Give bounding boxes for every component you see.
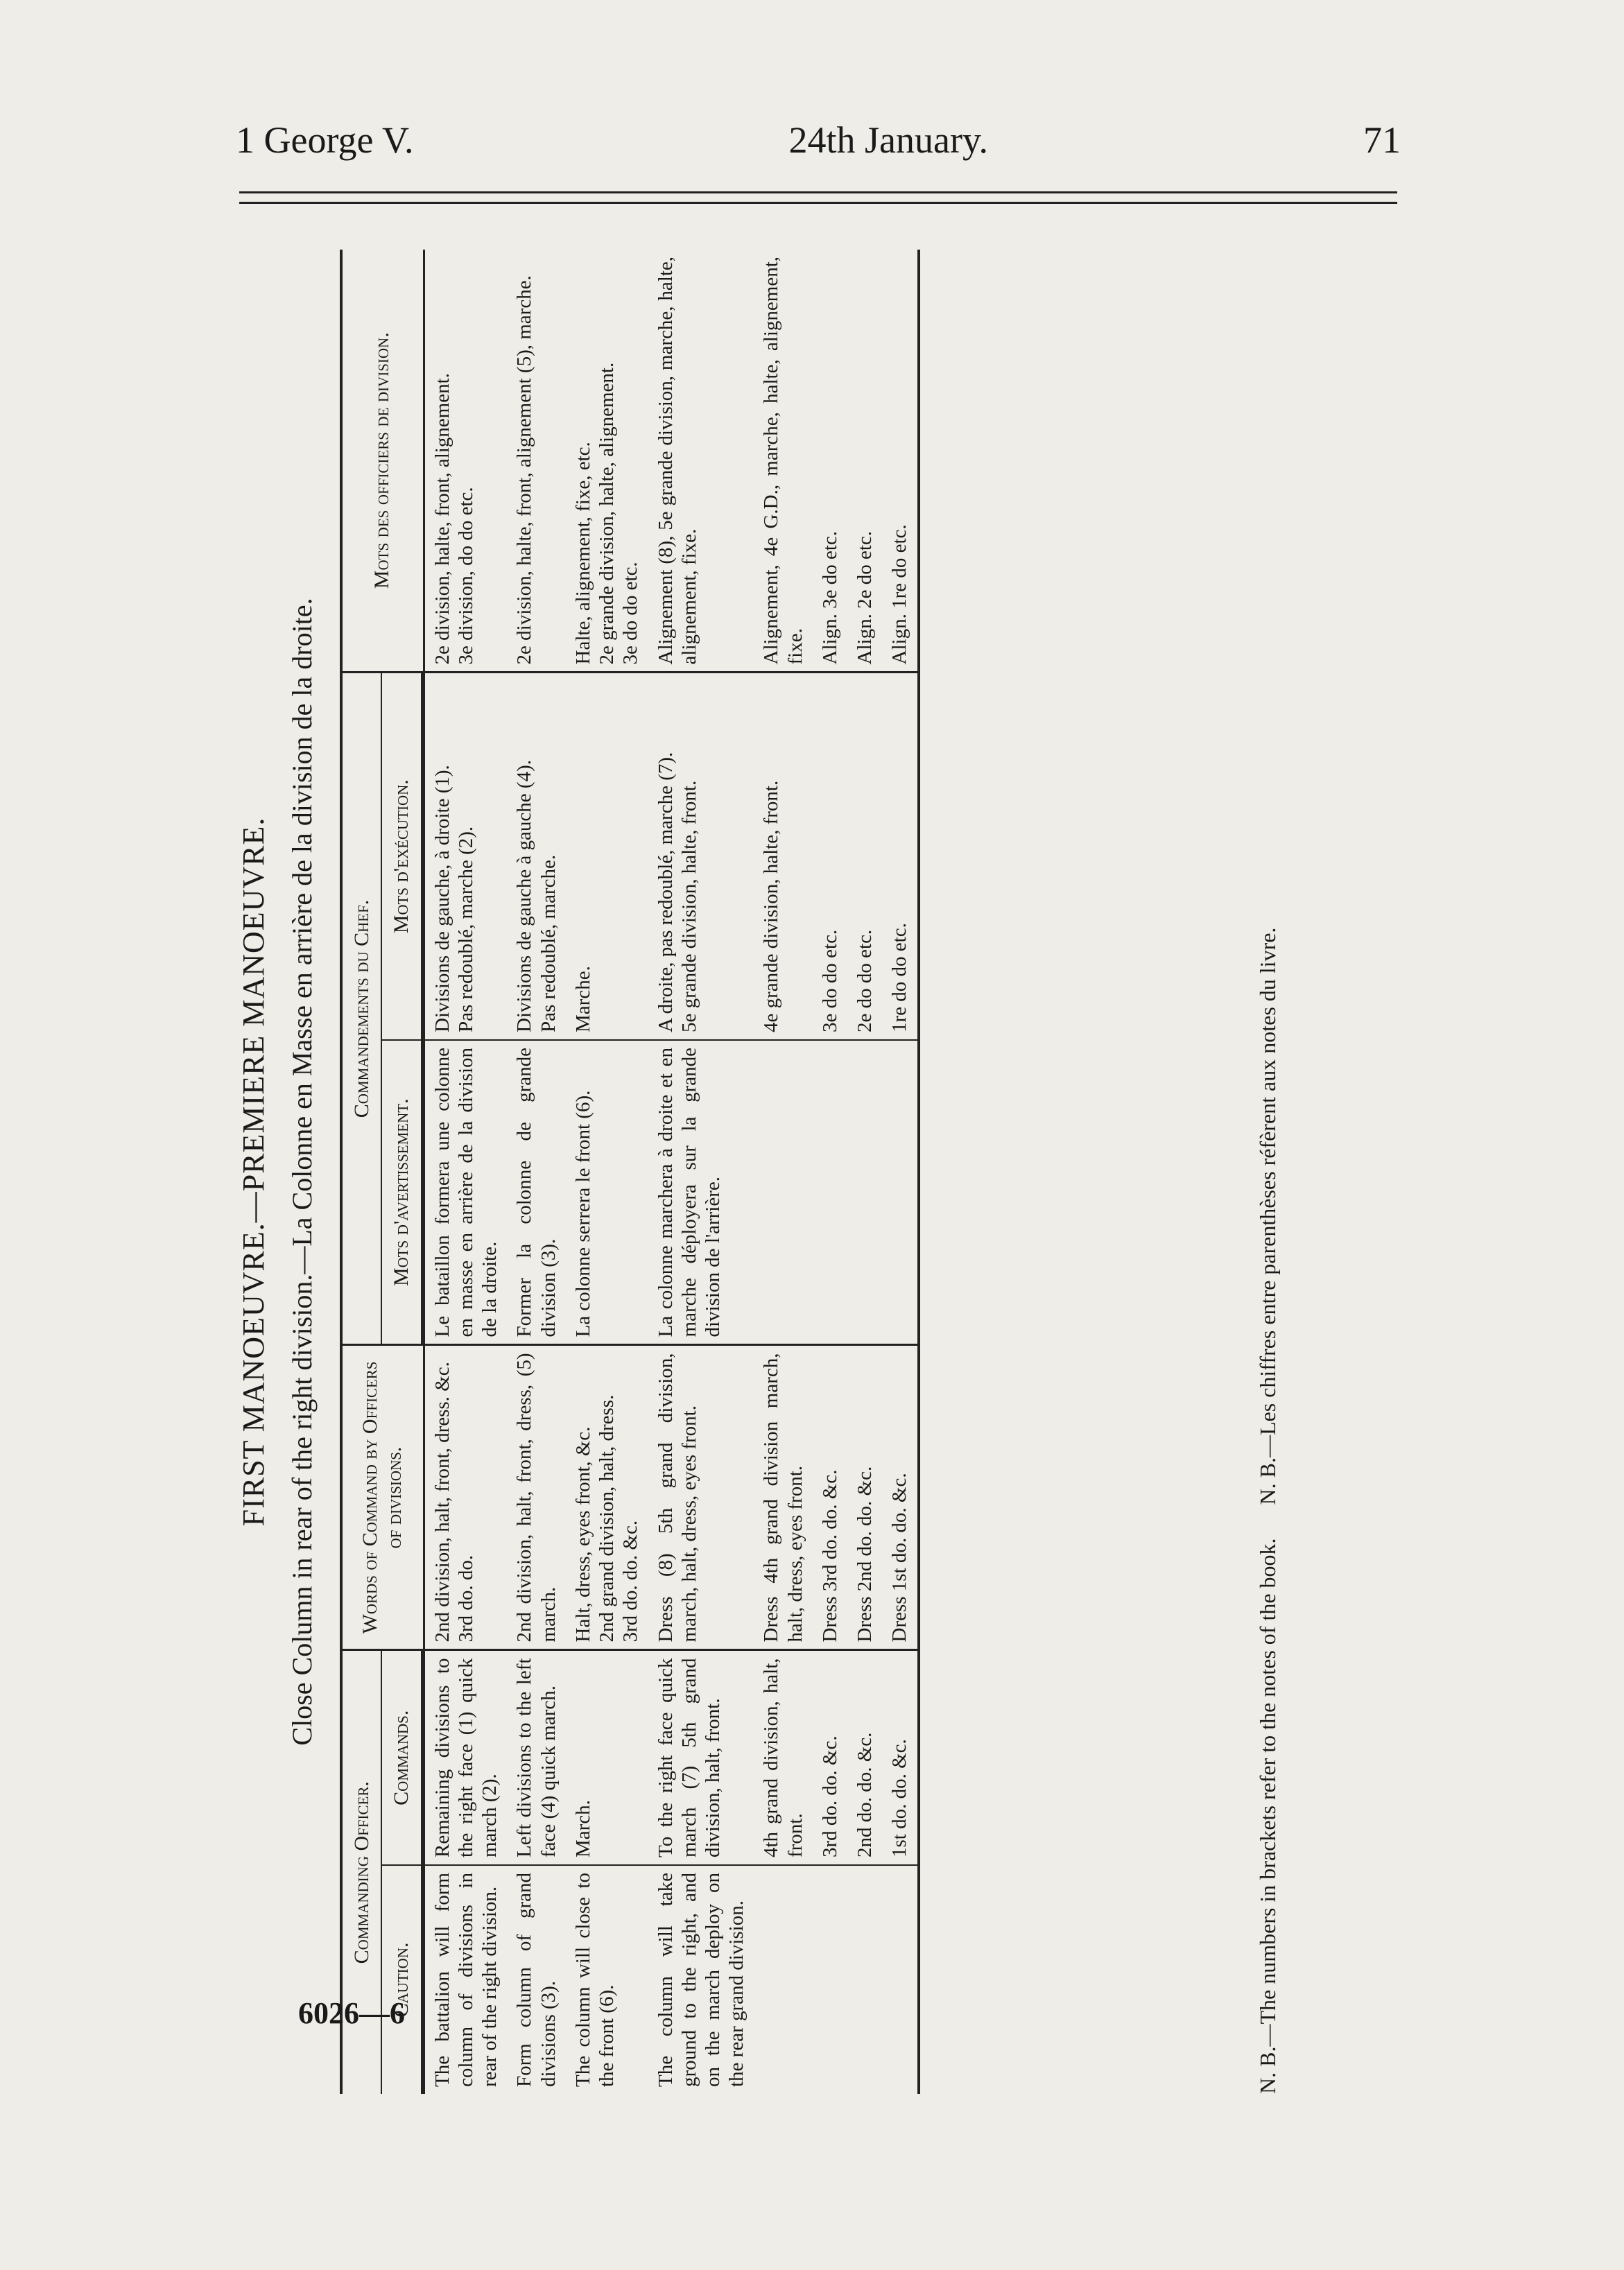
- rotated-table-block: [236, 250, 1318, 2094]
- caution-cell: The column will close to the front (6).: [571, 1873, 619, 2087]
- execution-cell: Marche.: [566, 673, 648, 1040]
- words-cell: Dress (8) 5th grand division, march, halt, dress, eyes front.: [648, 1345, 754, 1650]
- execution-cell: 3e do do etc.: [813, 673, 847, 1040]
- footnotes: [1255, 250, 1281, 2094]
- table-row: [507, 250, 565, 2094]
- header-words-by-officers: Words of Command by Officers of divisions.: [341, 1345, 422, 1650]
- commands-cell: 2nd do. do. &c.: [847, 1650, 882, 1865]
- execution-cell: 2e do do etc.: [847, 673, 882, 1040]
- avertissement-cell: [847, 1040, 882, 1345]
- commands-cell: Left divisions to the left face (4) quick march.: [507, 1650, 565, 1865]
- words-cell: 2nd division, halt, front, dress. &c. 3rd do. do.: [424, 1345, 507, 1650]
- commands-cell: 4th grand division, halt, front.: [754, 1650, 812, 1865]
- running-header: [236, 112, 1401, 168]
- table-row: [424, 250, 507, 2094]
- caution-cell: Form column of grand divisions (3).: [513, 1873, 560, 2087]
- header-execution: Mots d'exécution.: [381, 673, 422, 1040]
- avertissement-cell: Former la colonne de grande division (3).: [507, 1040, 565, 1345]
- header-commanding-officer: Commanding Officer.: [341, 1650, 381, 2094]
- table-row: [566, 250, 648, 2094]
- mots-cell: Alignement (8), 5e grande division, marche, halte, alignement, fixe.: [648, 250, 754, 673]
- caution-cell: [847, 1865, 882, 2094]
- header-mots-officiers: Mots des officiers de division.: [341, 250, 422, 673]
- footnote-french: N. B.—Les chiffres entre parenthèses réfèrent aux notes du livre.: [1255, 927, 1280, 1505]
- commands-cell: To the right face quick march (7) 5th grand division, halt, front.: [648, 1650, 754, 1865]
- commands-cell: March.: [566, 1650, 648, 1865]
- manoeuvre-title: FIRST MANOEUVRE.—PREMIERE MANOEUVRE.: [236, 817, 270, 1527]
- words-cell: Dress 1st do. do. &c.: [882, 1345, 918, 1650]
- words-cell: 2nd division, halt, front, dress, (5) march.: [507, 1345, 565, 1650]
- header-caution: Caution.: [381, 1865, 422, 2094]
- caution-cell: [882, 1865, 918, 2094]
- table-row: [813, 250, 847, 2094]
- execution-cell: 4e grande division, halte, front.: [754, 673, 812, 1040]
- header-avertissement: Mots d'avertissement.: [381, 1040, 422, 1345]
- footnote-english: N. B.—The numbers in brackets refer to the notes of the book.: [1255, 1538, 1280, 2094]
- header-date: 24th January.: [788, 119, 988, 161]
- caution-cell: The column will take ground to the right, and on the march deploy on the rear grand division.: [654, 1873, 748, 2087]
- avertissement-cell: [754, 1040, 812, 1345]
- execution-cell: Divisions de gauche, à droite (1). Pas redoublé, marche (2).: [424, 673, 507, 1040]
- avertissement-cell: Le bataillon formera une colonne en masse en arrière de la division de la droite.: [424, 1040, 507, 1345]
- sheet-identifier: 6026—6: [298, 1996, 405, 2030]
- mots-cell: Align. 2e do etc.: [847, 250, 882, 673]
- manoeuvre-subtitle: Close Column in rear of the right division.—La Colonne en Masse en arrière de la division de la droite.: [286, 598, 318, 1746]
- command-table: [340, 250, 920, 2094]
- mots-cell: Align. 1re do etc.: [882, 250, 918, 673]
- header-double-rule: [239, 191, 1397, 204]
- avertissement-cell: [813, 1040, 847, 1345]
- caution-cell: [754, 1865, 812, 2094]
- mots-cell: 2e division, halte, front, alignement (5), marche.: [507, 250, 565, 673]
- header-commandements: Commandements du Chef.: [341, 673, 381, 1345]
- table-row: [648, 250, 754, 2094]
- commands-cell: 3rd do. do. &c.: [813, 1650, 847, 1865]
- execution-cell: 1re do do etc.: [882, 673, 918, 1040]
- execution-cell: A droite, pas redoublé, marche (7). 5e grande division, halte, front.: [648, 673, 754, 1040]
- commands-cell: 1st do. do. &c.: [882, 1650, 918, 1865]
- words-cell: Dress 2nd do. do. &c.: [847, 1345, 882, 1650]
- mots-cell: Alignement, 4e G.D., marche, halte, alignement, fixe.: [754, 250, 812, 673]
- caution-cell: The battalion will form column of divisions in rear of the right division.: [431, 1873, 501, 2087]
- page-number: 71: [1363, 119, 1401, 161]
- table-row: [847, 250, 882, 2094]
- mots-cell: Halte, alignement, fixe, etc. 2e grande division, halte, alignement. 3e do do etc.: [566, 250, 648, 673]
- mots-cell: 2e division, halte, front, alignement. 3e division, do do etc.: [424, 250, 507, 673]
- execution-cell: Divisions de gauche à gauche (4). Pas redoublé, marche.: [507, 673, 565, 1040]
- avertissement-cell: La colonne marchera à droite et en marche déployera sur la grande division de l'arrière.: [648, 1040, 754, 1345]
- words-cell: Halt, dress, eyes front, &c. 2nd grand division, halt, dress. 3rd do. do. &c.: [566, 1345, 648, 1650]
- words-cell: Dress 4th grand division march, halt, dress, eyes front.: [754, 1345, 812, 1650]
- header-commands: Commands.: [381, 1650, 422, 1865]
- header-session: 1 George V.: [236, 119, 414, 161]
- avertissement-cell: [882, 1040, 918, 1345]
- table-row: [754, 250, 812, 2094]
- avertissement-cell: La colonne serrera le front (6).: [566, 1040, 648, 1345]
- commands-cell: Remaining divisions to the right face (1) quick march (2).: [424, 1650, 507, 1865]
- mots-cell: Align. 3e do etc.: [813, 250, 847, 673]
- words-cell: Dress 3rd do. do. &c.: [813, 1345, 847, 1650]
- table-row: [882, 250, 918, 2094]
- caution-cell: [813, 1865, 847, 2094]
